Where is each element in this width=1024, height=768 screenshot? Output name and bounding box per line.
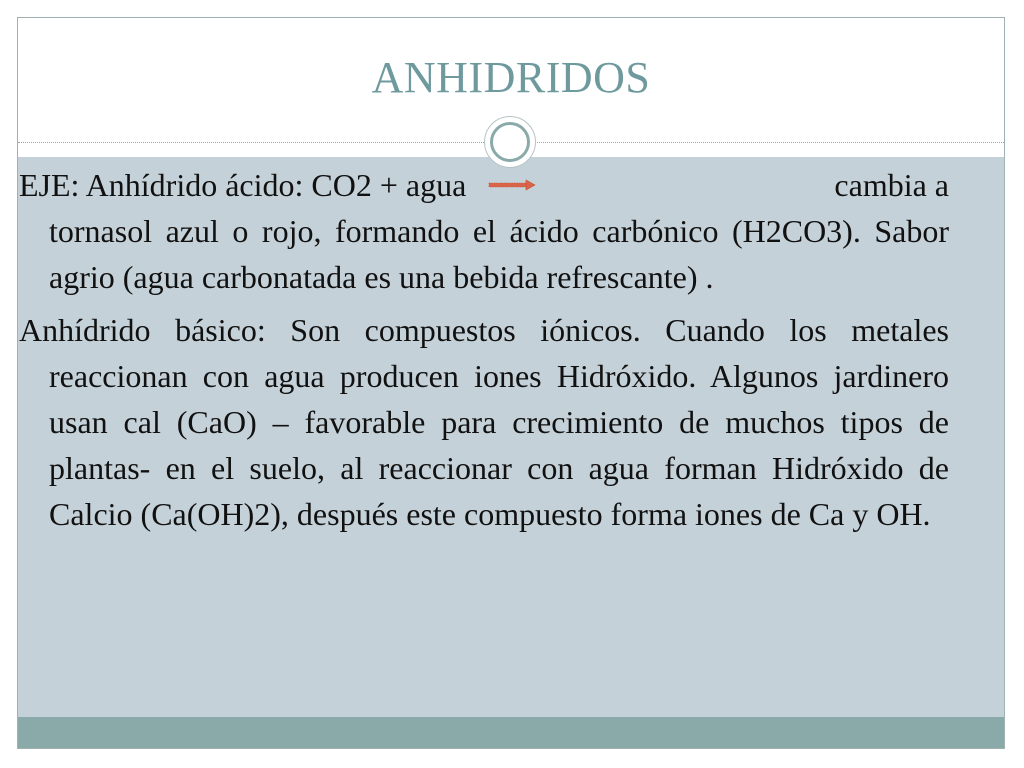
paragraph-1-lead: EJE: Anhídrido ácido: CO2 + agua [19,167,467,203]
paragraph-1-rest: tornasol azul o rojo, formando el ácido carbónico (H2CO3). Sabor agrio (agua carbonatada es una bebida refrescante) . [49,213,949,295]
body-text [19,162,949,544]
bottom-bar [18,717,1004,749]
paragraph-2: Anhídrido básico: Son compuestos iónicos. Cuando los metales reaccionan con agua producen iones Hidróxido. Algunos jardinero usan cal (CaO) – favorable para crecimiento de muchos tipos de plantas- en el suelo, al reaccionar con agua forman Hidróxido de Calcio (Ca(OH)2), después este compuesto forma iones de Ca y OH. [19,312,949,532]
paragraph-1 [19,162,949,300]
circle-ornament-icon [484,116,536,168]
slide-title: ANHIDRIDOS [371,53,651,102]
paragraph-1-after-arrow: cambia a [834,167,949,203]
paragraph-1-first-line [19,162,949,208]
circle-ornament-inner [490,122,530,162]
right-arrow-icon [488,179,536,191]
